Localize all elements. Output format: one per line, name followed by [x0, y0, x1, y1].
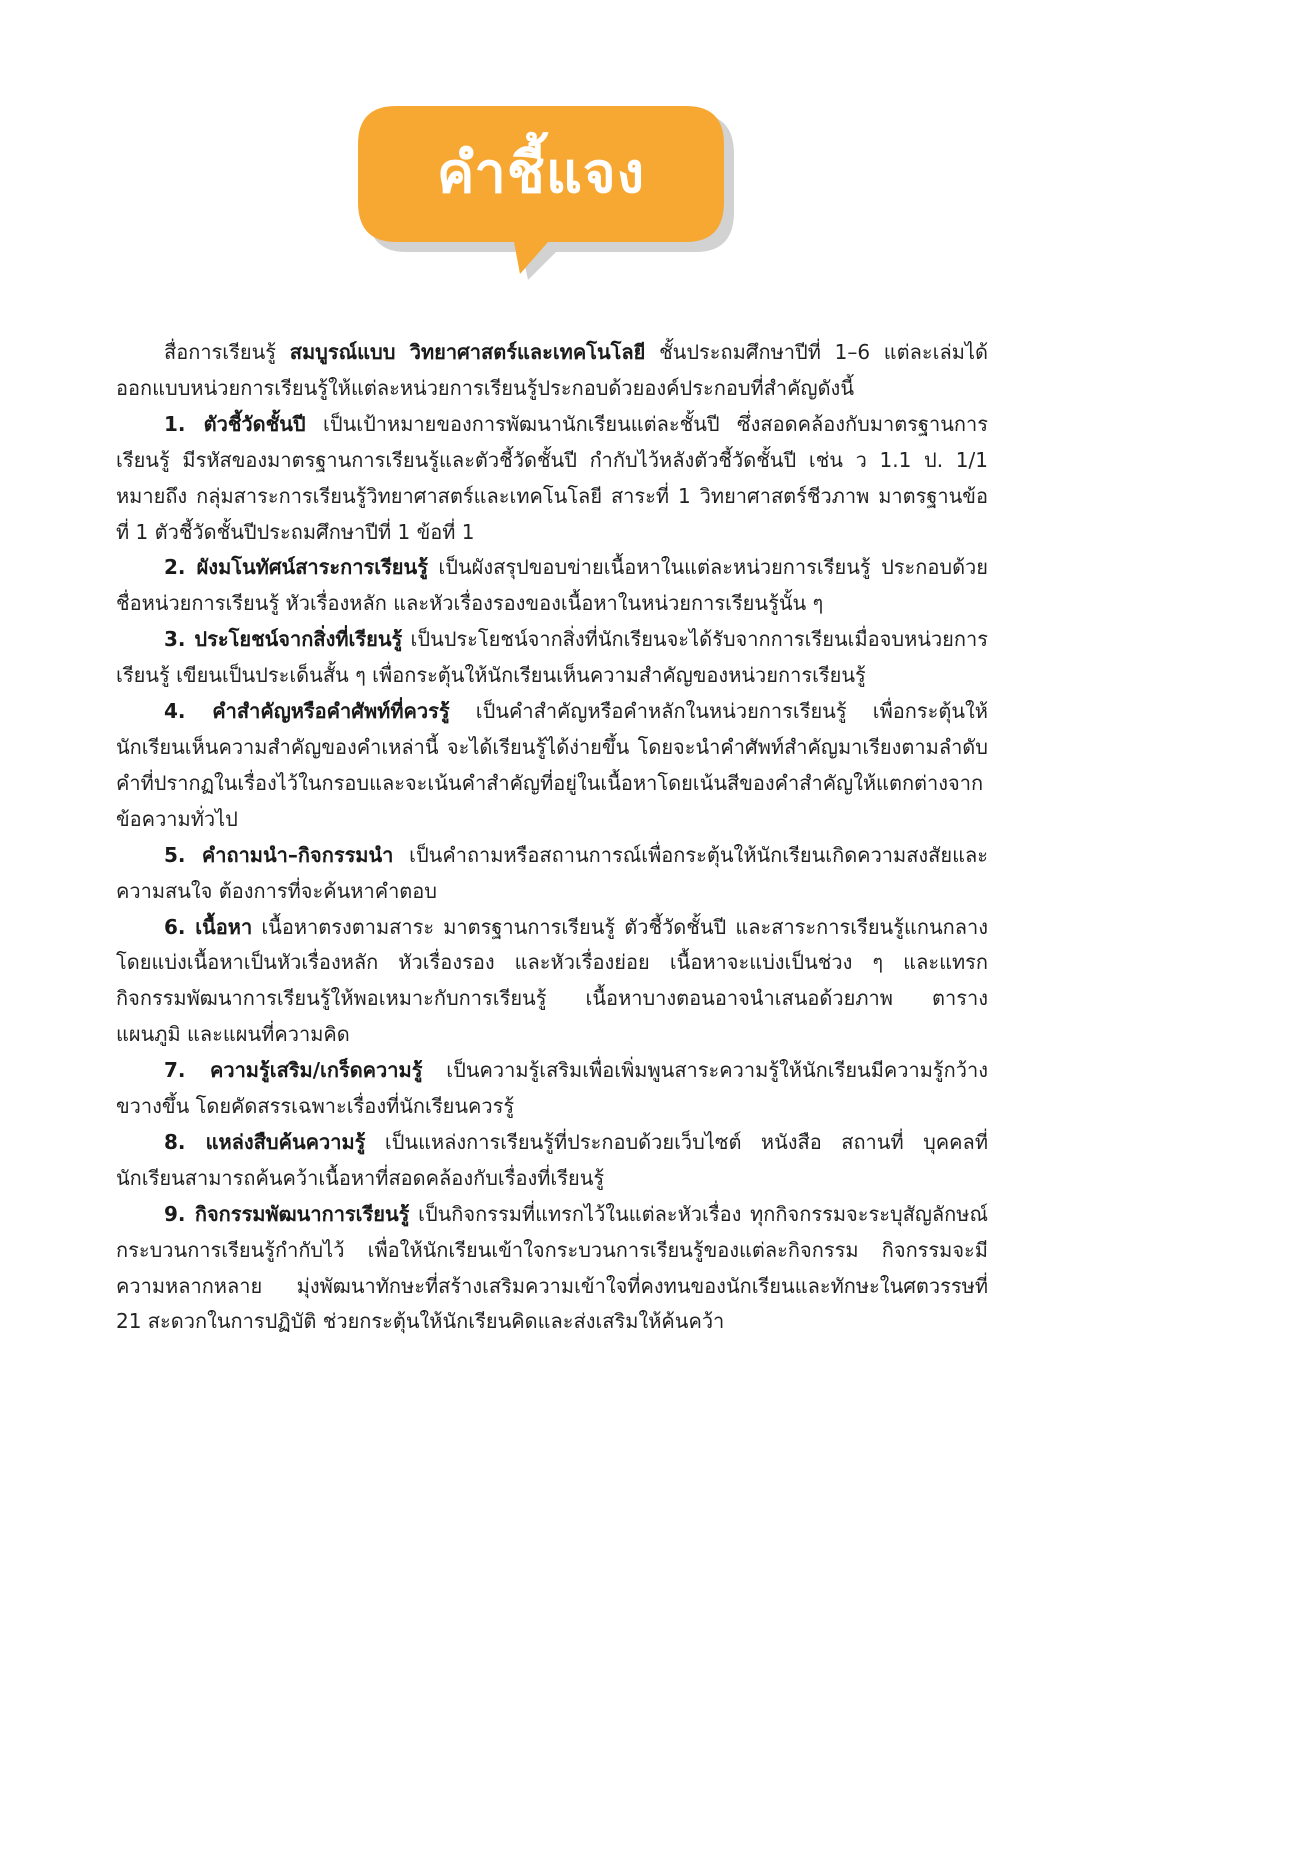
intro-paragraph — [116, 335, 988, 407]
item-text: เป็นแหล่งการเรียนรู้ที่ประกอบด้วยเว็บไซต์ หนังสือ สถานที่ บุคคลที่นักเรียนสามารถค้นคว้าเนื้อหาที่สอดคล้องกับเรื่องที่เรียนรู้ — [116, 1129, 988, 1190]
item-text: เป็นเป้าหมายของการพัฒนานักเรียนแต่ละชั้นปี ซึ่งสอดคล้องกับมาตรฐานการเรียนรู้ มีรหัสของมาตรฐานการเรียนรู้และตัวชี้วัดชั้นปี กำกับไว้หลังตัวชี้วัดชั้นปี เช่น ว 1.1 ป. 1/1 หมายถึง กลุ่มสาระการเรียนรู้วิทยาศาสตร์และเทคโนโลยี สาระที่ 1 วิทยาศาสตร์ชีวภาพ มาตรฐานข้อที่ 1 ตัวชี้วัดชั้นปีประถมศึกษาปีที่ 1 ข้อที่ 1 — [116, 411, 988, 544]
document-body — [116, 335, 988, 1340]
item-label: 8. แหล่งสืบค้นความรู้ — [164, 1129, 366, 1154]
intro-lead: สื่อการเรียนรู้ — [164, 340, 290, 364]
item-text: เป็นคำถามหรือสถานการณ์เพื่อกระตุ้นให้นักเรียนเกิดความสงสัยและความสนใจ ต้องการที่จะค้นหาคำตอบ — [116, 842, 988, 903]
list-item — [116, 622, 988, 694]
item-label: 9. กิจกรรมพัฒนาการเรียนรู้ — [164, 1201, 410, 1226]
item-label: 5. คำถามนำ–กิจกรรมนำ — [164, 842, 394, 867]
item-text: เป็นผังสรุปขอบข่ายเนื้อหาในแต่ละหน่วยการเรียนรู้ ประกอบด้วยชื่อหน่วยการเรียนรู้ หัวเรื่องหลัก และหัวเรื่องรองของเนื้อหาในหน่วยการเรียนรู้นั้น ๆ — [116, 555, 989, 616]
list-item — [116, 694, 988, 838]
title-speech-bubble — [356, 104, 742, 280]
item-label: 6. เนื้อหา — [164, 914, 253, 939]
intro-book-title: สมบูรณ์แบบ วิทยาศาสตร์และเทคโนโลยี — [289, 340, 646, 364]
list-item — [116, 1197, 988, 1341]
list-item — [116, 407, 988, 551]
item-text: เป็นคำสำคัญหรือคำหลักในหน่วยการเรียนรู้ เพื่อกระตุ้นให้นักเรียนเห็นความสำคัญของคำเหล่านี้ จะได้เรียนรู้ได้ง่ายขึ้น โดยจะนำคำศัพท์สำคัญมาเรียงตามลำดับคำที่ปรากฏในเรื่องไว้ในกรอบและจะเน้นคำสำคัญที่อยู่ในเนื้อหาโดยเน้นสีของคำสำคัญให้แตกต่างจากข้อความทั่วไป — [116, 699, 988, 831]
item-label: 3. ประโยชน์จากสิ่งที่เรียนรู้ — [164, 627, 403, 652]
list-item — [116, 838, 988, 910]
list-item — [116, 910, 988, 1054]
item-label: 4. คำสำคัญหรือคำศัพท์ที่ควรรู้ — [164, 699, 450, 724]
item-label: 7. ความรู้เสริม/เกร็ดความรู้ — [164, 1058, 423, 1083]
item-label: 1. ตัวชี้วัดชั้นปี — [164, 411, 306, 436]
intro-rest: ชั้นประถมศึกษาปีที่ 1–6 แต่ละเล่มได้ออกแบบหน่วยการเรียนรู้ให้แต่ละหน่วยการเรียนรู้ประกอบด้วยองค์ประกอบที่สำคัญดังนี้ — [116, 340, 988, 400]
list-item — [116, 1053, 988, 1125]
page-title: คำชี้แจง — [436, 141, 646, 206]
list-item — [116, 550, 988, 622]
item-text: เป็นความรู้เสริมเพื่อเพิ่มพูนสาระความรู้ให้นักเรียนมีความรู้กว้างขวางขึ้น โดยคัดสรรเฉพาะเรื่องที่นักเรียนควรรู้ — [116, 1058, 988, 1119]
item-label: 2. ผังมโนทัศน์สาระการเรียนรู้ — [164, 555, 428, 580]
item-text: เนื้อหาตรงตามสาระ มาตรฐานการเรียนรู้ ตัวชี้วัดชั้นปี และสาระการเรียนรู้แกนกลาง โดยแบ่งเนื้อหาเป็นหัวเรื่องหลัก หัวเรื่องรอง และหัวเรื่องย่อย เนื้อหาจะแบ่งเป็นช่วง ๆ และแทรกกิจกรรมพัฒนาการเรียนรู้ให้พอเหมาะกับการเรียนรู้ เนื้อหาบางตอนอาจนำเสนอด้วยภาพ ตาราง แผนภูมิ และแผนที่ความคิด — [116, 914, 988, 1047]
item-text: เป็นประโยชน์จากสิ่งที่นักเรียนจะได้รับจากการเรียนเมื่อจบหน่วยการเรียนรู้ เขียนเป็นประเด็นสั้น ๆ เพื่อกระตุ้นให้นักเรียนเห็นความสำคัญของหน่วยการเรียนรู้ — [116, 627, 988, 688]
item-text: เป็นกิจกรรมที่แทรกไว้ในแต่ละหัวเรื่อง ทุกกิจกรรมจะระบุสัญลักษณ์กระบวนการเรียนรู้กำกับไว้ เพื่อให้นักเรียนเข้าใจกระบวนการเรียนรู้ของแต่ละกิจกรรม กิจกรรมจะมีความหลากหลาย มุ่งพัฒนาทักษะที่สร้างเสริมความเข้าใจที่คงทนของนักเรียนและทักษะในศตวรรษที่ 21 สะดวกในการปฏิบัติ ช่วยกระตุ้นให้นักเรียนคิดและส่งเสริมให้ค้นคว้า — [116, 1201, 988, 1334]
list-item — [116, 1125, 988, 1197]
